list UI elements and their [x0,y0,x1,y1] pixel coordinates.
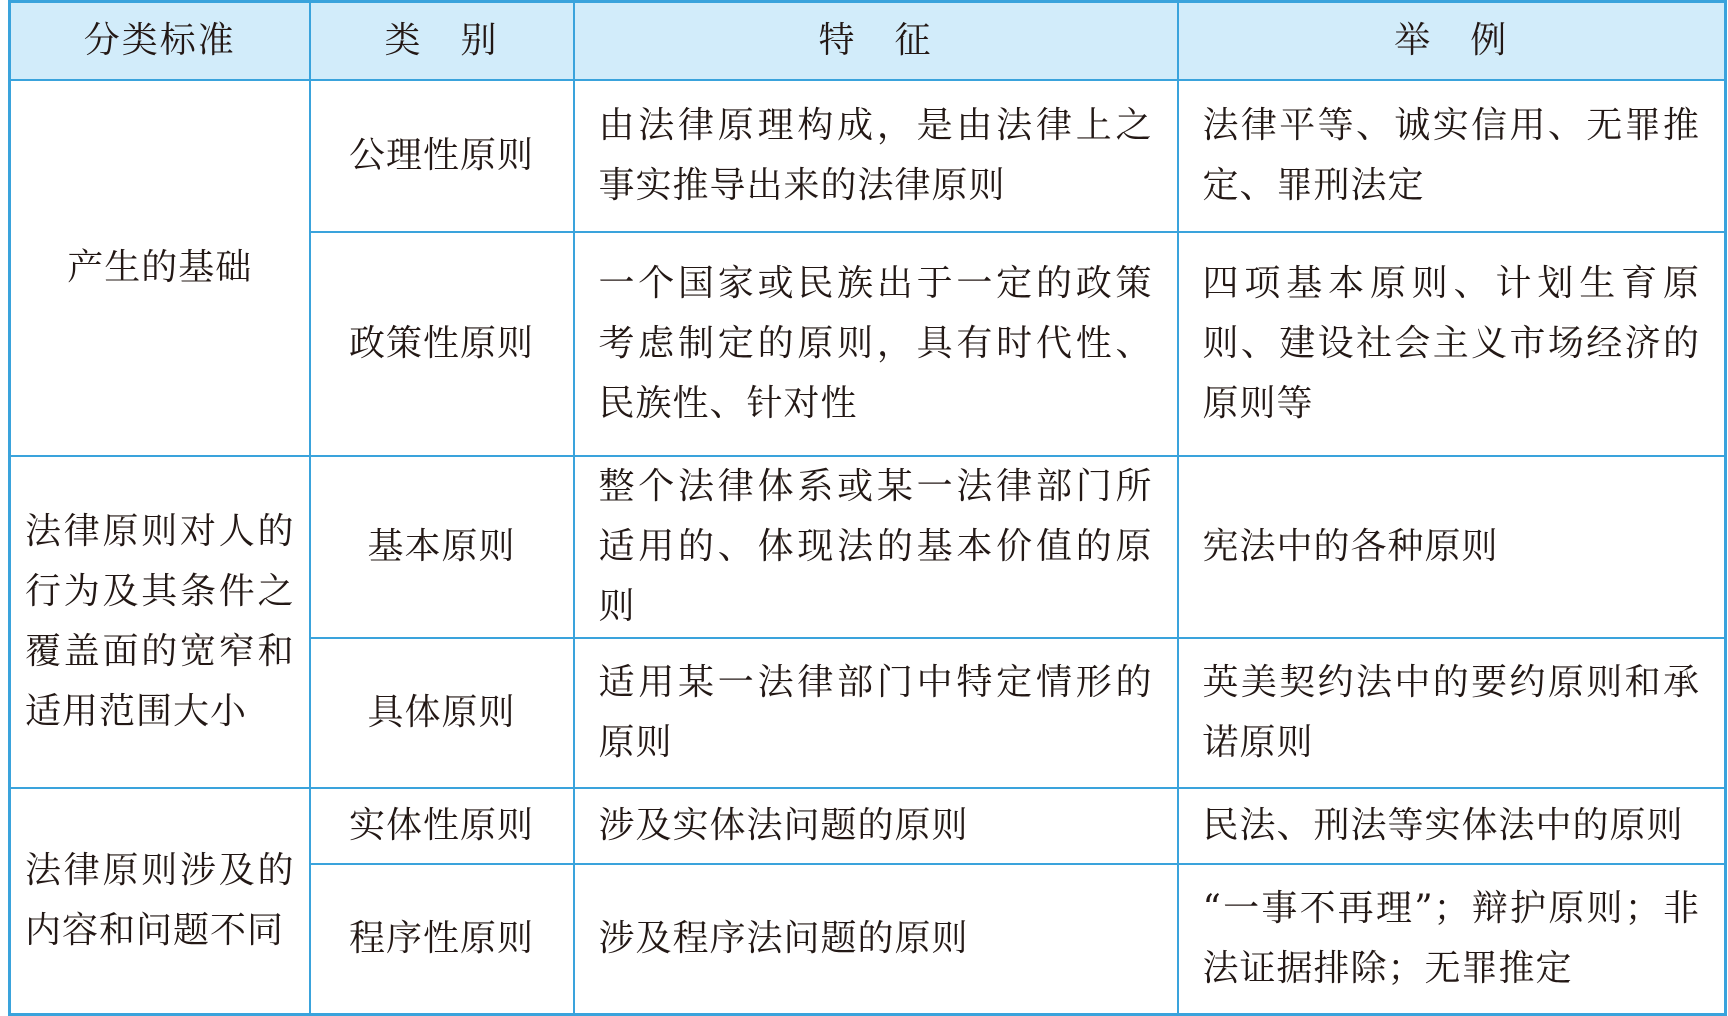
header-row [10,2,1726,81]
table-row [10,788,1726,864]
table-row [10,456,1726,638]
table-row [10,80,1726,232]
example-cell: 英美契约法中的要约原则和承诺原则 [1178,638,1726,788]
feature-cell: 一个国家或民族出于一定的政策考虑制定的原则，具有时代性、民族性、针对性 [574,232,1178,456]
feature-cell: 涉及实体法问题的原则 [574,788,1178,864]
header-category: 类 别 [310,2,574,81]
header-feature: 特 征 [574,2,1178,81]
example-cell: “一事不再理”；辩护原则；非法证据排除；无罪推定 [1178,864,1726,1014]
example-cell: 民法、刑法等实体法中的原则 [1178,788,1726,864]
feature-cell: 由法律原理构成，是由法律上之事实推导出来的法律原则 [574,80,1178,232]
classification-table-container [8,0,1724,989]
feature-cell: 适用某一法律部门中特定情形的原则 [574,638,1178,788]
feature-cell: 涉及程序法问题的原则 [574,864,1178,1014]
feature-cell: 整个法律体系或某一法律部门所适用的、体现法的基本价值的原则 [574,456,1178,638]
header-classification-standard: 分类标准 [10,2,310,81]
legal-principles-classification-table [8,0,1727,1016]
standard-cell-basis-of-origin: 产生的基础 [10,80,310,456]
standard-cell-content-difference: 法律原则涉及的内容和问题不同 [10,788,310,1014]
example-cell: 四项基本原则、计划生育原则、建设社会主义市场经济的原则等 [1178,232,1726,456]
example-cell: 法律平等、诚实信用、无罪推定、罪刑法定 [1178,80,1726,232]
category-cell: 公理性原则 [310,80,574,232]
category-cell: 基本原则 [310,456,574,638]
standard-cell-coverage-scope: 法律原则对人的行为及其条件之覆盖面的宽窄和适用范围大小 [10,456,310,788]
header-example: 举 例 [1178,2,1726,81]
example-cell: 宪法中的各种原则 [1178,456,1726,638]
category-cell: 具体原则 [310,638,574,788]
category-cell: 实体性原则 [310,788,574,864]
category-cell: 程序性原则 [310,864,574,1014]
category-cell: 政策性原则 [310,232,574,456]
